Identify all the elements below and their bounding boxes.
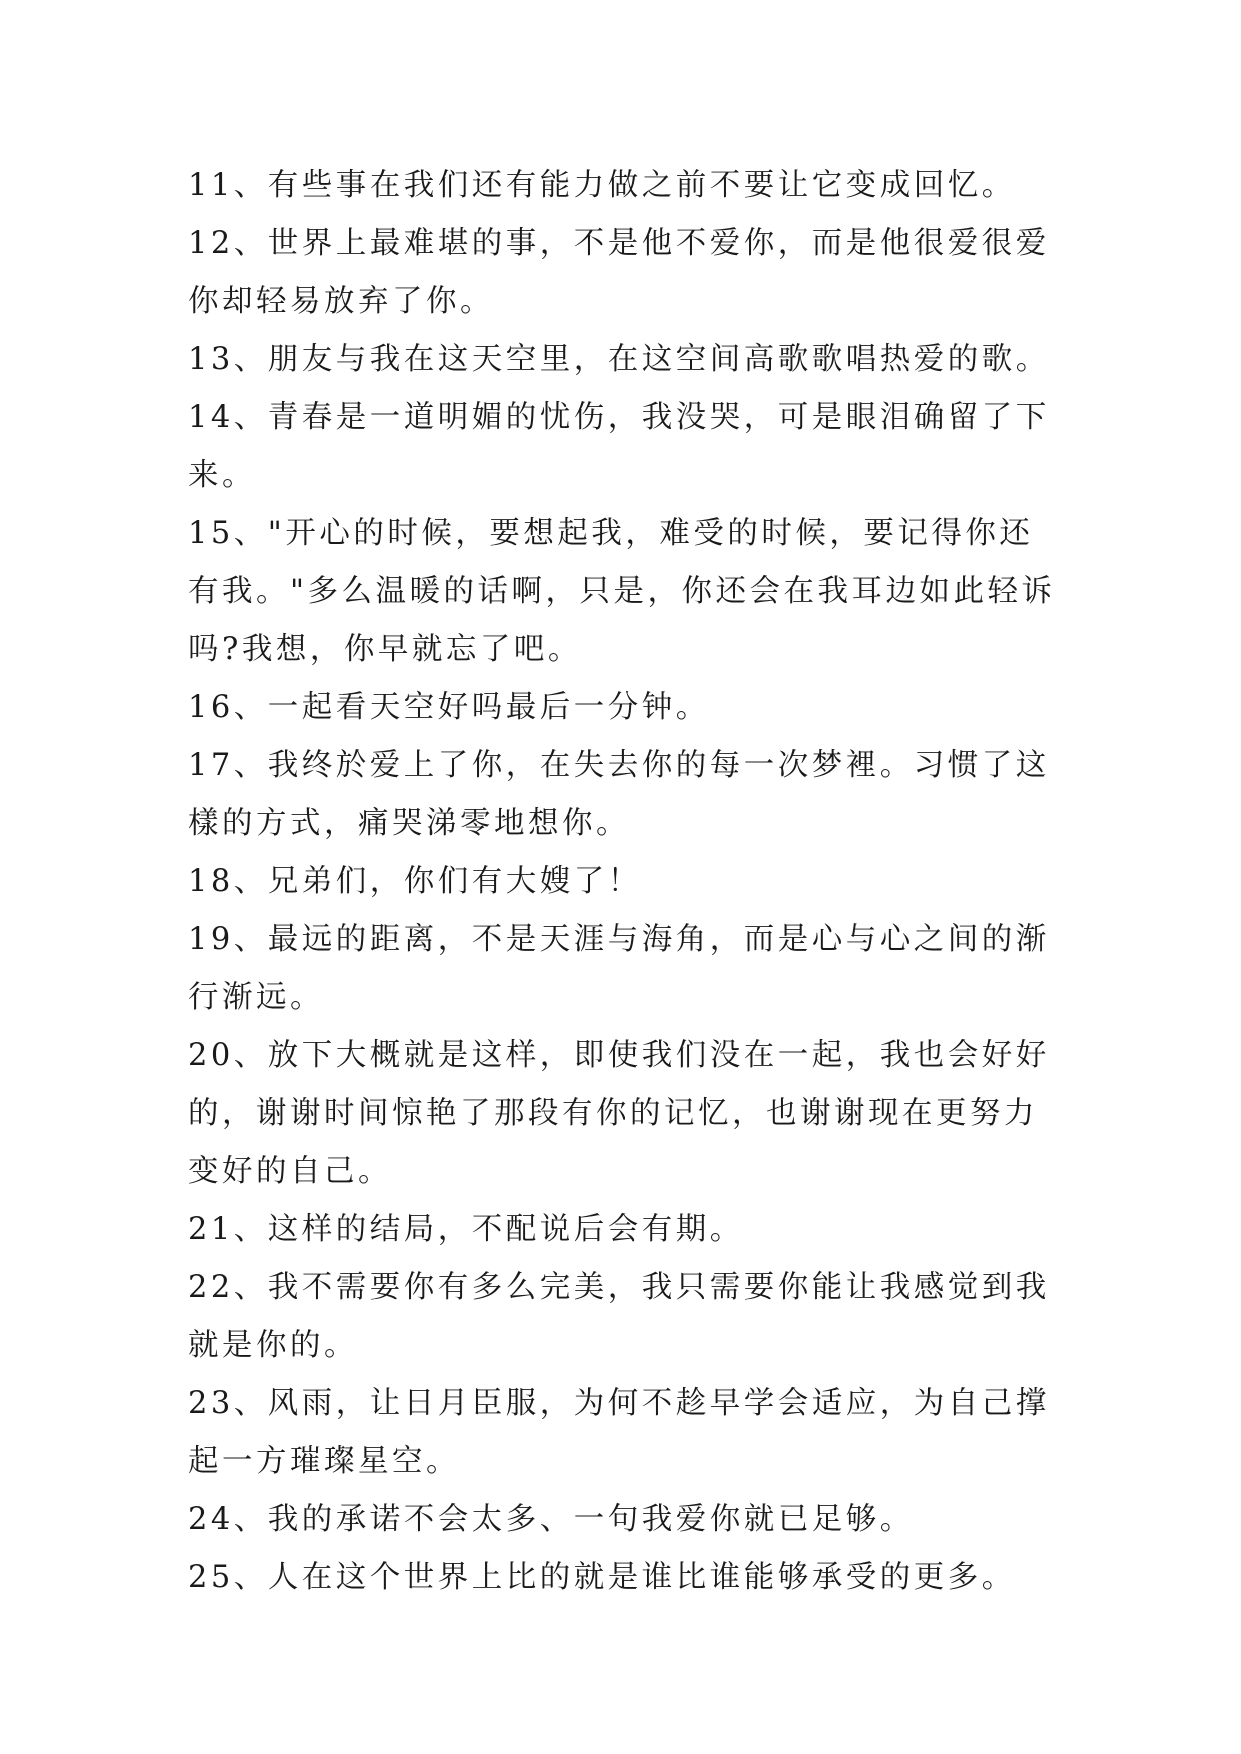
document-body bbox=[188, 157, 1058, 1607]
list-item: 15、"开心的时候，要想起我，难受的时候，要记得你还有我。"多么温暖的话啊，只是，你还会在我耳边如此轻诉吗?我想，你早就忘了吧。 bbox=[188, 516, 1056, 667]
list-item: 25、人在这个世界上比的就是谁比谁能够承受的更多。 bbox=[188, 1560, 1016, 1595]
list-item: 17、我终於爱上了你，在失去你的每一次梦裡。习惯了这樣的方式，痛哭涕零地想你。 bbox=[188, 748, 1050, 841]
list-item: 11、有些事在我们还有能力做之前不要让它变成回忆。 bbox=[188, 168, 1016, 203]
list-item: 19、最远的距离，不是天涯与海角，而是心与心之间的渐行渐远。 bbox=[188, 922, 1050, 1015]
list-item: 14、青春是一道明媚的忧伤，我没哭，可是眼泪确留了下来。 bbox=[188, 400, 1050, 493]
list-item: 18、兄弟们，你们有大嫂了！ bbox=[188, 864, 642, 899]
list-item: 16、一起看天空好吗最后一分钟。 bbox=[188, 690, 710, 725]
list-item: 12、世界上最难堪的事，不是他不爱你，而是他很爱很爱你却轻易放弃了你。 bbox=[188, 226, 1050, 319]
list-item: 20、放下大概就是这样，即使我们没在一起，我也会好好的，谢谢时间惊艳了那段有你的记忆，也谢谢现在更努力变好的自己。 bbox=[188, 1038, 1050, 1189]
list-item: 21、这样的结局，不配说后会有期。 bbox=[188, 1212, 744, 1247]
list-item: 23、风雨，让日月臣服，为何不趁早学会适应，为自己撑起一方璀璨星空。 bbox=[188, 1386, 1050, 1479]
list-item: 24、我的承诺不会太多、一句我爱你就已足够。 bbox=[188, 1502, 914, 1537]
list-item: 13、朋友与我在这天空里，在这空间高歌歌唱热爱的歌。 bbox=[188, 342, 1050, 377]
list-item: 22、我不需要你有多么完美，我只需要你能让我感觉到我就是你的。 bbox=[188, 1270, 1050, 1363]
